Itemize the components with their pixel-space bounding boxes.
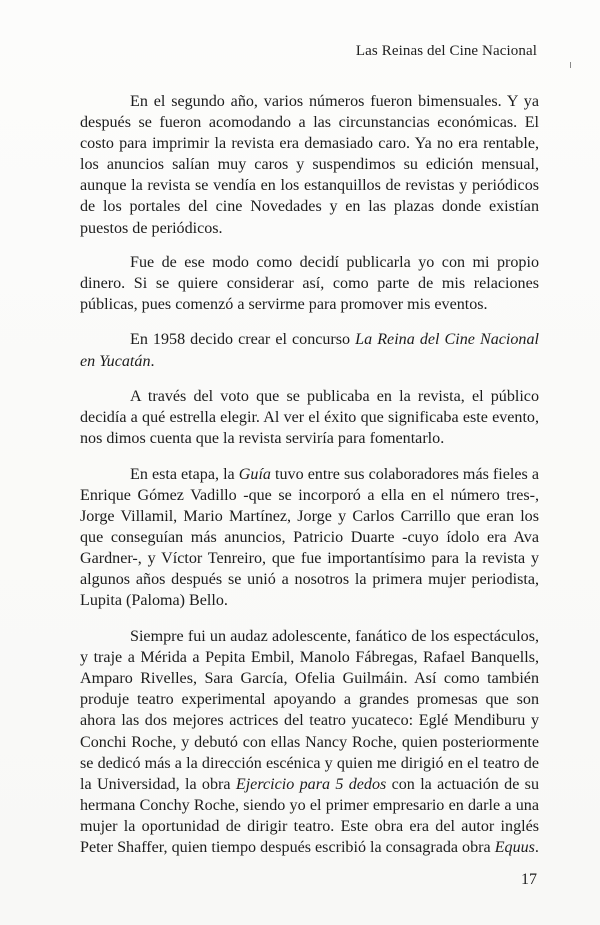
text-span: . — [534, 839, 539, 856]
page-number: 17 — [521, 871, 537, 888]
text-span: con la actuación de su hermana Conchy Roche, siendo yo el primer empresario en darle a una mujer la oportunidad de dirigir teatro. Este obra era del autor inglés Peter Shaffer, quien tiempo después escribió la consagrada obra — [80, 775, 539, 856]
paragraph-public-vote: A través del voto que se publicaba en la revista, el público decidía a qué estrella elegir. Al ver el éxito que significaba este evento, nos dimos cuenta que la revista serviría para fomentarlo. — [80, 388, 539, 448]
running-header-title: Las Reinas del Cine Nacional — [355, 43, 537, 59]
magazine-title: Guía — [238, 465, 271, 483]
play-title: Ejercicio para 5 dedos — [235, 775, 387, 793]
text-span: En 1958 decido crear el concurso — [130, 331, 356, 349]
paragraph-revista-economics: En el segundo año, varios números fueron bimensuales. Y ya después se fueron acomodando a las circunstancias económicas. El costo para imprimir la revista era demasiado caro. Ya no era rentable, los anuncios salían muy caros y suspendimos su edición mensual, aunque la revista se vendía en los estanquillos de revistas y periódicos de los portales del cine Novedades y en las plazas donde existían puestos de periódicos. — [80, 93, 539, 237]
text-span: En esta etapa, la — [130, 465, 239, 483]
text-span: tuvo entre sus colaboradores más fieles a Enrique Gómez Vadillo -que se incorporó a ella en el número tres-, Jorge Villamil, Mario Martínez, Jorge y Carlos Carrillo que eran los que conseguían más anuncios, Patricio Duarte -cuyo ídolo era Ava Gardner-, y Víctor Tenreiro, que fue importantísimo para la revista y algunos años después se unió a nosotros la primera mujer periodista, Lupita (Paloma) Bello. — [80, 465, 539, 610]
contest-title: La Reina del Cine Nacional en Yucatán — [80, 331, 539, 370]
text-span: Siempre fui un audaz adolescente, fanático de los espectáculos, y traje a Mérida a Pepita Embil, Manolo Fábregas, Rafael Banquells, Amparo Rivelles, Sara García, Ofelia Guilmáin. Así como también produje teatro experimental apoyando a grandes promesas que son ahora las dos mejores actrices del teatro yucateco: Eglé Mendiburu y Conchi Roche, y debutó con ellas Nancy Roche, quien posteriormente se dedicó más a la dirección escénica y quien me dirigió en el teatro de la Universidad, la obra — [80, 628, 539, 793]
paragraph-own-money: Fue de ese modo como decidí publicarla yo con mi propio dinero. Si se quiere considerar así, como parte de mis relaciones públicas, pues comenzó a servirme para promover mis eventos. — [80, 253, 539, 313]
play-title-equus: Equus — [494, 839, 535, 856]
scan-edge-mark — [570, 62, 571, 68]
body-text — [80, 91, 539, 873]
text-span: . — [150, 352, 155, 370]
paragraph-collaborators — [80, 464, 539, 612]
paragraph-theatre — [80, 626, 539, 858]
paragraph-contest-1958 — [80, 329, 539, 371]
